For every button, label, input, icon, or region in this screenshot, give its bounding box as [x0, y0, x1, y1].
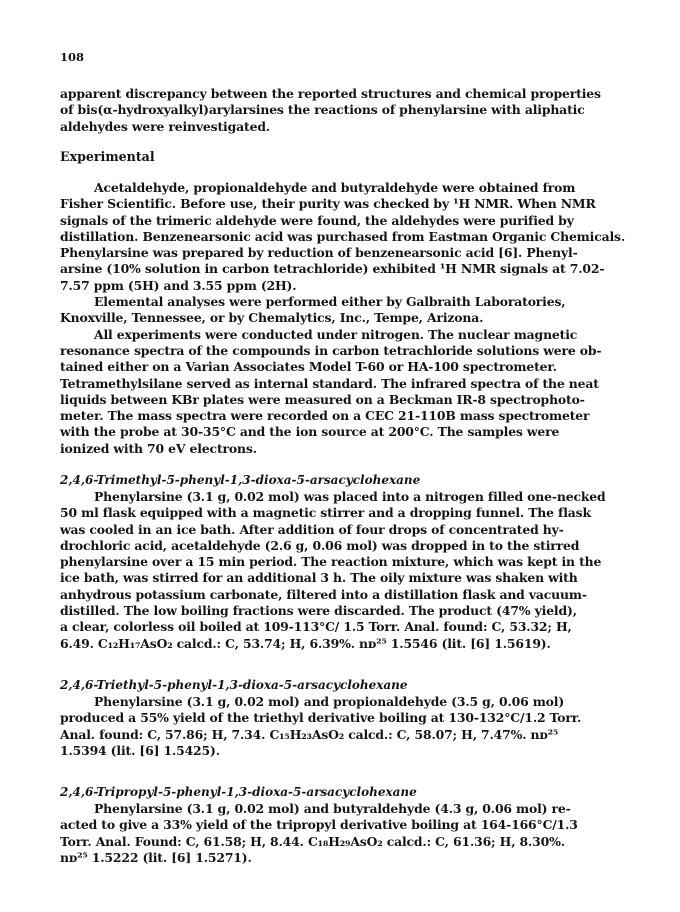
text-line: Phenylarsine (3.1 g, 0.02 mol) was placed into a nitrogen filled one-necked	[94, 489, 606, 504]
text-line: aldehydes were reinvestigated.	[60, 118, 270, 134]
experimental-heading: Experimental	[60, 149, 155, 164]
text-line: a clear, colorless oil boiled at 109-113°C/ 1.5 Torr. Anal. found: C, 53.32; H,	[60, 619, 572, 635]
text-line: ice bath, was stirred for an additional 3 h. The oily mixture was shaken with	[60, 570, 578, 586]
text-line: distillation. Benzenearsonic acid was purchased from Eastman Organic Chemicals.	[60, 228, 626, 244]
text-line: phenylarsine over a 15 min period. The reaction mixture, which was kept in the	[60, 554, 602, 570]
text-line: signals of the trimeric aldehyde were found, the aldehydes were purified by	[60, 212, 574, 228]
section-heading-tripropyl: 2,4,6-Tripropyl-5-phenyl-1,3-dioxa-5-arsacyclohexane	[60, 785, 417, 799]
text-line: Phenylarsine (3.1 g, 0.02 mol) and butyraldehyde (4.3 g, 0.06 mol) re-	[94, 801, 571, 816]
text-line: nᴅ²⁵ 1.5222 (lit. [6] 1.5271).	[60, 849, 252, 865]
text-line: was cooled in an ice bath. After addition of four drops of concentrated hy-	[60, 521, 564, 537]
text-line: anhydrous potassium carbonate, filtered into a distillation flask and vacuum-	[60, 586, 587, 602]
text-line: acted to give a 33% yield of the tripropyl derivative boiling at 164-166°C/1.3	[60, 817, 578, 833]
text-line: 50 ml flask equipped with a magnetic stirrer and a dropping funnel. The flask	[60, 505, 591, 521]
section-heading-trimethyl: 2,4,6-Trimethyl-5-phenyl-1,3-dioxa-5-arsacyclohexane	[60, 473, 421, 487]
section-heading-triethyl: 2,4,6-Triethyl-5-phenyl-1,3-dioxa-5-arsacyclohexane	[60, 678, 408, 692]
text-line: produced a 55% yield of the triethyl derivative boiling at 130-132°C/1.2 Torr.	[60, 710, 582, 726]
text-line: with the probe at 30-35°C and the ion source at 200°C. The samples were	[60, 424, 560, 440]
text-line: Knoxville, Tennessee, or by Chemalytics, Inc., Tempe, Arizona.	[60, 310, 484, 326]
text-line: Fisher Scientific. Before use, their purity was checked by ¹H NMR. When NMR	[60, 196, 596, 212]
text-line: tained either on a Varian Associates Model T-60 or HA-100 spectrometer.	[60, 359, 557, 375]
tripropyl-paragraph	[60, 801, 632, 866]
text-line: Phenylarsine (3.1 g, 0.02 mol) and propionaldehyde (3.5 g, 0.06 mol)	[94, 694, 565, 709]
trimethyl-paragraph	[60, 489, 632, 652]
text-line: Elemental analyses were performed either by Galbraith Laboratories,	[94, 294, 566, 310]
text-line: distilled. The low boiling fractions were discarded. The product (47% yield),	[60, 603, 577, 619]
text-line: liquids between KBr plates were measured on a Beckman IR-8 spectrophoto-	[60, 391, 585, 407]
experimental-section	[60, 180, 632, 457]
text-line: arsine (10% solution in carbon tetrachloride) exhibited ¹H NMR signals at 7.02-	[60, 261, 605, 277]
text-line: Phenylarsine was prepared by reduction of benzenearsonic acid [6]. Phenyl-	[60, 245, 578, 261]
text-line: Tetramethylsilane served as internal standard. The infrared spectra of the neat	[60, 375, 599, 391]
text-line: apparent discrepancy between the reported structures and chemical properties	[60, 86, 601, 101]
text-line: of bis(α-hydroxyalkyl)arylarsines the reactions of phenylarsine with aliphatic	[60, 102, 585, 118]
text-line: 6.49. C₁₂H₁₇AsO₂ calcd.: C, 53.74; H, 6.39%. nᴅ²⁵ 1.5546 (lit. [6] 1.5619).	[60, 635, 551, 651]
text-line: Acetaldehyde, propionaldehyde and butyraldehyde were obtained from	[94, 180, 576, 195]
text-line: All experiments were conducted under nitrogen. The nuclear magnetic	[94, 326, 578, 342]
text-line: Anal. found: C, 57.86; H, 7.34. C₁₅H₂₃AsO₂ calcd.: C, 58.07; H, 7.47%. nᴅ²⁵	[60, 726, 559, 742]
intro-paragraph	[60, 86, 632, 135]
text-line: 7.57 ppm (5H) and 3.55 ppm (2H).	[60, 277, 297, 293]
text-line: ionized with 70 eV electrons.	[60, 440, 257, 456]
text-line: Torr. Anal. Found: C, 61.58; H, 8.44. C₁₈H₂₉AsO₂ calcd.: C, 61.36; H, 8.30%.	[60, 833, 565, 849]
text-line: meter. The mass spectra were recorded on a CEC 21-110B mass spectrometer	[60, 408, 590, 424]
text-line: resonance spectra of the compounds in carbon tetrachloride solutions were ob-	[60, 342, 602, 358]
page-number: 108	[60, 50, 85, 64]
text-line: 1.5394 (lit. [6] 1.5425).	[60, 742, 220, 758]
triethyl-paragraph	[60, 694, 632, 759]
text-line: drochloric acid, acetaldehyde (2.6 g, 0.06 mol) was dropped in to the stirred	[60, 537, 580, 553]
